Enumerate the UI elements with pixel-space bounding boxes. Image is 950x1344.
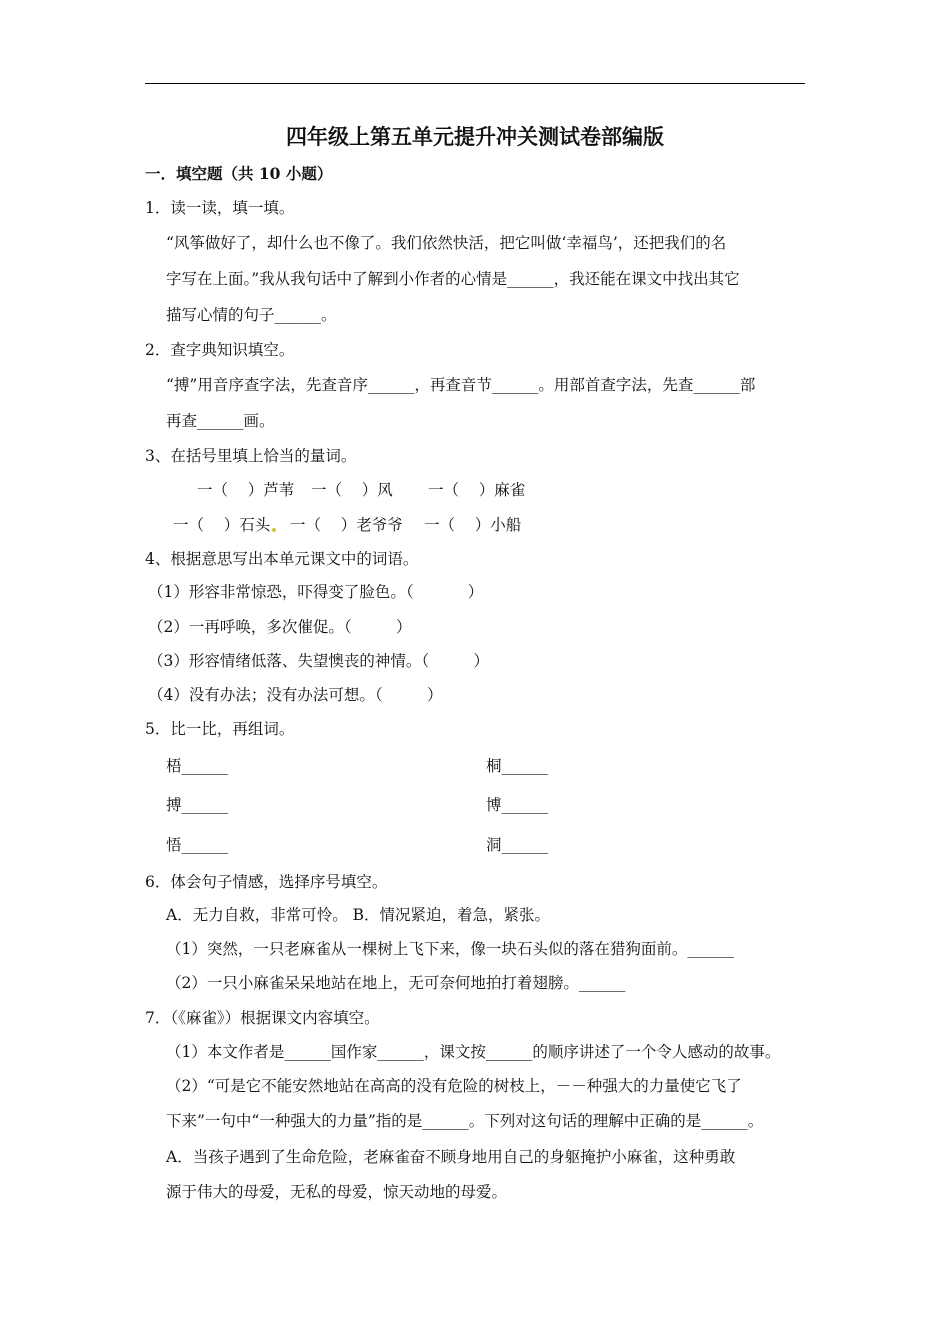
q1-line-2: 字写在上面。”我从我句话中了解到小作者的心情是______，我还能在课文中找出其它 bbox=[166, 270, 740, 288]
q5-heading: 5．比一比，再组词。 bbox=[145, 720, 295, 738]
q5-left-item: 梧______ bbox=[166, 757, 229, 775]
q7-option-a-line-1: A．当孩子遇到了生命危险，老麻雀奋不顾身地用自己的身躯掩护小麻雀，这种勇敢 bbox=[166, 1148, 736, 1166]
q2-line-2: 再查______画。 bbox=[166, 412, 275, 430]
q2-heading: 2．查字典知识填空。 bbox=[145, 341, 295, 359]
q3-item: 一（ ）老爷爷 bbox=[290, 516, 403, 534]
q3-item: 一（ ）麻雀 bbox=[428, 481, 526, 499]
q3-item: 一（ ）石头 bbox=[173, 516, 271, 534]
q3-item: 一（ ）小船 bbox=[424, 516, 522, 534]
header-rule bbox=[145, 83, 805, 84]
q5-right-item: 洞______ bbox=[486, 836, 549, 854]
q3-item: 一（ ）风 bbox=[311, 481, 393, 499]
q1-line-1: “风筝做好了，却什么也不像了。我们依然快活，把它叫做‘幸福鸟’，还把我们的名 bbox=[166, 234, 727, 252]
q5-right-item: 桐______ bbox=[486, 757, 549, 775]
section-heading: 一．填空题（共 10 小题） bbox=[145, 164, 333, 183]
q6-options: A．无力自救，非常可怜。 B．情况紧迫，着急，紧张。 bbox=[166, 906, 551, 924]
q7-sentence-2a: （2）“可是它不能安然地站在高高的没有危险的树枝上，－－种强大的力量使它飞了 bbox=[166, 1077, 742, 1095]
speck-mark bbox=[272, 528, 276, 532]
q7-sentence-1: （1）本文作者是______国作家______，课文按______的顺序讲述了一个令人感动的故事。 bbox=[166, 1043, 781, 1061]
q4-item: （1）形容非常惊恐，吓得变了脸色。（ ） bbox=[148, 583, 484, 601]
q1-line-3: 描写心情的句子______。 bbox=[166, 306, 337, 324]
q6-sentence-2: （2）一只小麻雀呆呆地站在地上，无可奈何地拍打着翅膀。______ bbox=[166, 974, 626, 992]
q3-heading: 3、在括号里填上恰当的量词。 bbox=[145, 447, 357, 465]
q2-line-1: “搏”用音序查字法，先查音序______，再查音节______。用部首查字法，先查______部 bbox=[166, 376, 756, 394]
q1-heading: 1．读一读，填一填。 bbox=[145, 199, 295, 217]
q5-right-item: 博______ bbox=[486, 796, 549, 814]
q4-item: （4）没有办法；没有办法可想。（ ） bbox=[148, 686, 443, 704]
q7-heading: 7．（《麻雀》）根据课文内容填空。 bbox=[145, 1009, 380, 1027]
q7-option-a-line-2: 源于伟大的母爱，无私的母爱，惊天动地的母爱。 bbox=[166, 1183, 508, 1201]
page-title: 四年级上第五单元提升冲关测试卷部编版 bbox=[286, 124, 664, 149]
q4-item: （2）一再呼唤，多次催促。（ ） bbox=[148, 618, 412, 636]
q4-heading: 4、根据意思写出本单元课文中的词语。 bbox=[145, 550, 419, 568]
q6-sentence-1: （1）突然，一只老麻雀从一棵树上飞下来，像一块石头似的落在猎狗面前。______ bbox=[166, 940, 734, 958]
q4-item: （3）形容情绪低落、失望懊丧的神情。（ ） bbox=[148, 652, 489, 670]
q7-sentence-2b: 下来”一句中“一种强大的力量”指的是______。下列对这句话的理解中正确的是______。 bbox=[166, 1112, 764, 1130]
q6-heading: 6．体会句子情感，选择序号填空。 bbox=[145, 873, 388, 891]
q3-item: 一（ ）芦苇 bbox=[197, 481, 295, 499]
q5-left-item: 搏______ bbox=[166, 796, 229, 814]
q5-left-item: 悟______ bbox=[166, 836, 229, 854]
